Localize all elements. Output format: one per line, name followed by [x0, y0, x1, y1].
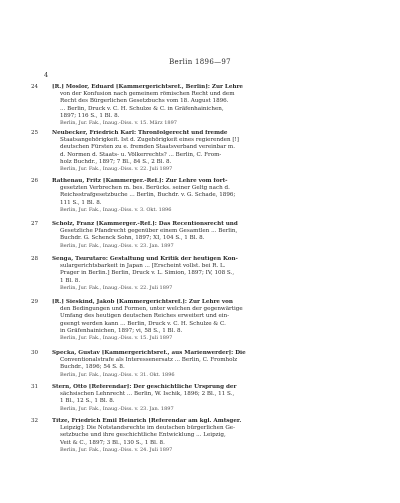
entry-text	[52, 256, 370, 292]
page-number: 4	[44, 71, 49, 79]
entry-line: setzbuche und ihre geschichtliche Entwicklung ... Leipzig,	[60, 432, 226, 439]
entry-line: gesetzten Verbrechen m. bes. Berücks. seiner Geltg nach d.	[60, 185, 230, 192]
entry-line: Leipzig]: Die Notstandsrechte im deutschen bürgerlichen Ge-	[60, 425, 235, 432]
entry-line: 111 S., 1 Bl. 8.	[60, 199, 102, 206]
entry-line: Conventionalstrafe als Interessenersatz ... Berlin, C. Fromholz	[60, 357, 238, 364]
entry-line: Scholz, Franz [Kammerger.-Ref.]: Das Recentionsrecht und	[52, 221, 238, 227]
entry-text	[52, 350, 370, 379]
entry-line: den Bedingungen und Formen, unter welchen der gegenwärtige	[60, 306, 243, 313]
entry-text	[52, 221, 370, 250]
entry-line: sächsischen Lehnrecht ... Berlin, W. Ischik, 1896; 2 Bl., 11 S.,	[60, 391, 235, 398]
entry-line: Stern, Otto [Referendar]: Der geschichtliche Ursprung der	[52, 384, 237, 390]
dissertation-note: Berlin, Jur. Fak., Inaug.-Diss. v. 24. Juli 1897	[60, 446, 173, 453]
entry-line: Gesetzliche Pfandrecht gegenüber einem Gesamtlen ... Berlin,	[60, 228, 238, 235]
entry-number: 24	[31, 84, 39, 90]
entry-line: Neubecker, Friedrich Karl: Thronfolgerecht und fremde	[52, 130, 228, 136]
dissertation-note: Berlin, Jur. Fak., Inaug.-Diss. v. 15. Juli 1897	[60, 335, 173, 342]
entry-line: Reichsstrafgesetzbuche ... Berlin, Buchdr. v. G. Schade, 1896;	[60, 192, 236, 199]
entry-line: 1 Bl., 12 S., 1 Bl. 8.	[60, 398, 115, 405]
entry-line: Senga, Tsurutaro: Gestaltung und Kritik der heutigen Kon-	[52, 256, 238, 262]
entry-text	[52, 84, 370, 127]
entry-number: 31	[31, 384, 39, 390]
entry-text	[52, 178, 370, 214]
entry-line: Specka, Gustav [Kammergerichtsref., aus Marienwerder]: Die	[52, 350, 246, 356]
entry-number: 26	[31, 178, 39, 184]
entry-line: Staatsangehörigkeit. Ist d. Zugehörigkeit eines regierenden [!]	[60, 137, 239, 144]
entry-line: 1897; 116 S., 1 Bl. 8.	[60, 112, 120, 119]
dissertation-note: Berlin, Jur. Fak., Inaug.-Diss. v. 23. Jan. 1897	[60, 405, 174, 412]
entry-line: d. Normen d. Staats- u. Völkerrechts? ... Berlin, C. From-	[60, 151, 222, 158]
entry-line: geengt werden kann ... Berlin, Druck v. C. H. Schulze & C.	[60, 320, 226, 327]
entry-line: in Gräfenhainichen, 1897; vi, 58 S., 1 Bl. 8.	[60, 327, 183, 334]
entry-line: [R.] Moslor, Eduard [Kammergerichtsref., Berlin]: Zur Lehre	[52, 84, 243, 90]
dissertation-note: Berlin, Jur. Fak., Inaug.-Diss. v. 15. März 1897	[60, 120, 177, 127]
entry-number: 30	[31, 350, 39, 356]
entry-line: holz Buchdr., 1897; 7 Bl., 84 S., 2 Bl. 8.	[60, 158, 172, 165]
dissertation-note: Berlin, Jur. Fak., Inaug.-Diss. v. 23. Jan. 1897	[60, 242, 174, 249]
entry-line: sulargerichtsbarkeit in Japan ... [Erscheint vollst. bei R. L.	[60, 263, 226, 270]
entry-number: 27	[31, 221, 39, 227]
dissertation-note: Berlin, Jur. Fak., Inaug.-Diss. v. 31. Okt. 1896	[60, 371, 175, 378]
entry-line: Veit & C., 1897; 3 Bl., 130 S., 1 Bl. 8.	[60, 439, 165, 446]
dissertation-note: Berlin, Jur. Fak., Inaug.-Diss. v. 3. Okt. 1896	[60, 206, 172, 213]
entry-number: 25	[31, 130, 39, 136]
dissertation-note: Berlin, Jur. Fak., Inaug.-Diss. v. 22. Juli 1897	[60, 166, 173, 173]
entry-line: ... Berlin, Druck v. C. H. Schulze & C. in Gräfenhainichen,	[60, 105, 224, 112]
entry-line: Buchdr., 1896; 54 S. 8.	[60, 364, 125, 371]
entry-line: Rathenau, Fritz [Kammerger.-Ref.]: Zur Lehre vom fort-	[52, 178, 228, 184]
entry-text	[52, 418, 370, 454]
entry-line: Titze, Friedrich Emil Heinrich [Referendar am kgl. Amtsger.	[52, 418, 242, 424]
running-header: Berlin 1896—97	[169, 58, 231, 66]
entry-text	[52, 299, 370, 342]
entry-line: deutschen Fürsten zu e. fremden Staatsverband vereinbar m.	[60, 144, 236, 151]
entry-line: Buchdr. G. Schenck Sohn, 1897; XI, 104 S., 1 Bl. 8.	[60, 235, 205, 242]
entry-line: von der Konfusion nach gemeinem römischen Recht und dem	[60, 91, 235, 98]
entry-line: Umfang des heutigen deutschen Reiches erweitert und ein-	[60, 313, 230, 320]
entry-line: 1 Bl. 8.	[60, 277, 81, 284]
entry-number: 29	[31, 299, 39, 305]
entry-line: Prager in Berlin.] Berlin, Druck v. L. Simion, 1897; IV, 108 S.,	[60, 270, 235, 277]
entry-text	[52, 130, 370, 173]
entry-line: [R.] Sieskind, Jakob [Kammergerichtsref.]: Zur Lehre von	[52, 299, 233, 305]
entry-number: 32	[31, 418, 39, 424]
dissertation-note: Berlin, Jur. Fak., Inaug.-Diss. v. 22. Juli 1897	[60, 284, 173, 291]
entry-line: Recht des Bürgerlichen Gesetzbuchs vom 18. August 1896.	[60, 98, 229, 105]
entry-number: 28	[31, 256, 39, 262]
entry-text	[52, 384, 370, 413]
